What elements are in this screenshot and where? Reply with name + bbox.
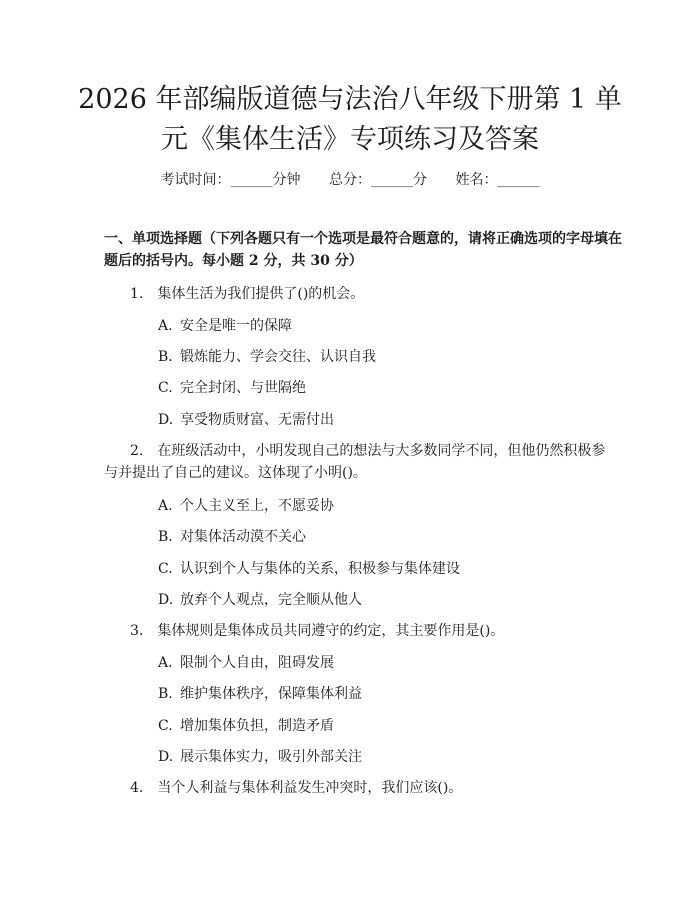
option-letter: A. [158, 655, 173, 671]
option-letter: C. [158, 718, 173, 734]
option-text: 展示集体实力，吸引外部关注 [180, 749, 362, 765]
exam-time-field: 考试时间：______分钟 [160, 172, 301, 188]
question-2-option-c [158, 558, 460, 580]
question-number: 2. [130, 443, 144, 459]
question-2-option-d [158, 589, 362, 611]
question-3-stem [104, 620, 608, 642]
option-text: 维护集体秩序，保障集体利益 [180, 686, 362, 702]
option-text: 完全封闭、与世隔绝 [180, 380, 306, 396]
question-1-stem [104, 283, 608, 305]
question-3-option-a [158, 652, 334, 674]
section-heading: 一、单项选择题（下列各题只有一个选项是最符合题意的，请将正确选项的字母填在题后的括号内。每小题 2 分，共 30 分） [104, 231, 622, 269]
title-line-1: 2026 年部编版道德与法治八年级下册第 1 单 [78, 84, 622, 115]
total-score-field: 总分：______分 [329, 172, 427, 188]
option-letter: D. [158, 412, 174, 428]
option-text: 个人主义至上，不愿妥协 [180, 498, 334, 514]
question-1-option-c [158, 377, 306, 399]
question-number: 1. [130, 286, 144, 302]
option-text: 锻炼能力、学会交往、认识自我 [180, 349, 376, 365]
document-title [60, 80, 640, 160]
option-letter: D. [158, 592, 174, 608]
option-text: 放弃个人观点，完全顺从他人 [180, 592, 362, 608]
question-text: 在班级活动中，小明发现自己的想法与大多数同学不同，但他仍然积极参与并提出了自己的建议。这体现了小明()。 [104, 443, 606, 481]
option-letter: A. [158, 498, 173, 514]
question-text: 集体规则是集体成员共同遵守的约定，其主要作用是()。 [157, 623, 505, 639]
option-letter: C. [158, 380, 173, 396]
exam-info-row [0, 169, 700, 189]
option-letter: A. [158, 318, 173, 334]
option-text: 限制个人自由，阻碍发展 [180, 655, 334, 671]
option-text: 对集体活动漠不关心 [180, 529, 306, 545]
question-1-option-d [158, 409, 334, 431]
question-1-option-b [158, 346, 376, 368]
question-2-option-a [158, 495, 334, 517]
question-3-option-d [158, 746, 362, 768]
option-letter: B. [158, 686, 173, 702]
option-text: 享受物质财富、无需付出 [180, 412, 334, 428]
option-letter: D. [158, 749, 174, 765]
question-number: 3. [130, 623, 144, 639]
option-text: 增加集体负担，制造矛盾 [180, 718, 334, 734]
option-letter: B. [158, 349, 173, 365]
name-field: 姓名：______ [455, 172, 540, 188]
question-1-option-a [158, 315, 292, 337]
question-text: 当个人利益与集体利益发生冲突时，我们应该()。 [157, 780, 463, 796]
title-line-2: 元《集体生活》专项练习及答案 [161, 124, 539, 155]
option-letter: B. [158, 529, 173, 545]
option-letter: C. [158, 561, 173, 577]
question-2-stem [104, 440, 608, 484]
question-3-option-c [158, 715, 334, 737]
question-2-option-b [158, 526, 306, 548]
question-4-stem [104, 777, 608, 799]
question-text: 集体生活为我们提供了()的机会。 [157, 286, 365, 302]
question-3-option-b [158, 683, 362, 705]
question-number: 4. [130, 780, 144, 796]
option-text: 安全是唯一的保障 [180, 318, 292, 334]
option-text: 认识到个人与集体的关系，积极参与集体建设 [180, 561, 460, 577]
